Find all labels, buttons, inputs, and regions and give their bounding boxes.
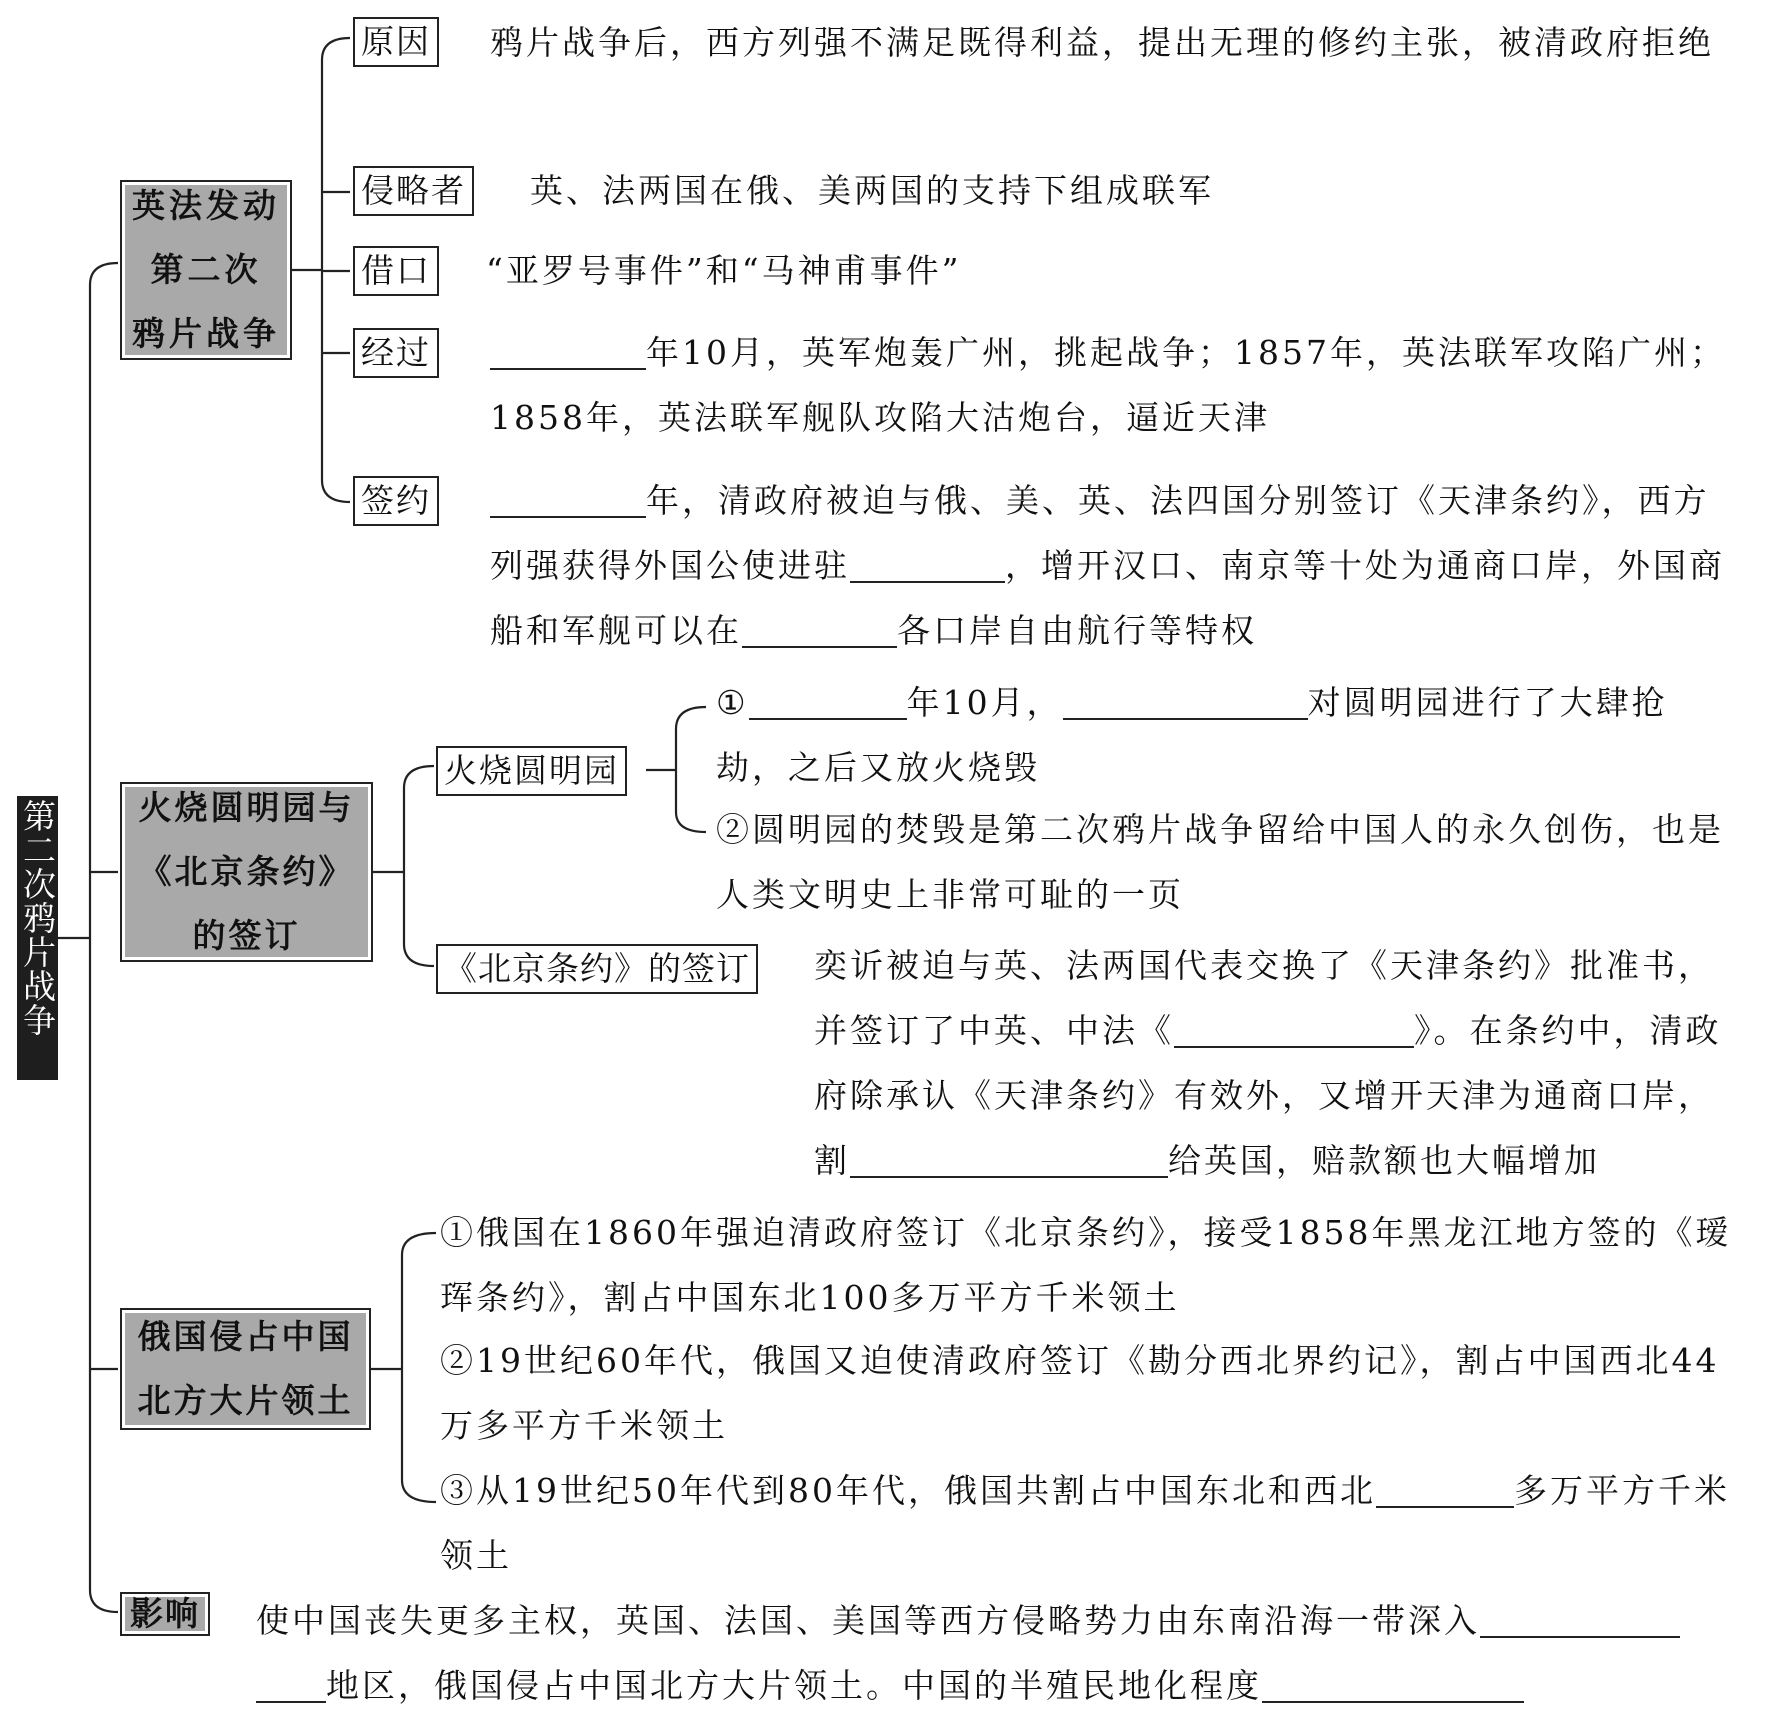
branch2-title-line1: 火烧圆明园与 [138,788,355,827]
tag-process: 经过 [353,328,439,378]
branch1-title-line1: 英法发动 [132,186,280,225]
branch3-title-line1: 俄国侵占中国 [137,1317,354,1356]
burning-item2-text: 圆明园的焚毁是第二次鸦片战争留给中国人的永久创伤，也是人类文明史上非常可耻的一页 [716,810,1724,914]
root-topic-label: 第二次鸦片战争 [18,799,57,1037]
russia-item3-part2: 多万平方千米领土 [440,1471,1730,1575]
burning-item1-part1: 年10月， [906,683,1063,722]
beijing-treaty-text [814,933,1744,1193]
russia-item2-text: 19世纪60年代，俄国又迫使清政府签订《勘分西北界约记》，割占中国西北44万多平方千米领土 [440,1341,1720,1445]
branch1-title-line3: 鸦片战争 [132,314,280,353]
impact-text [256,1588,1736,1653]
tag-pretext: 借口 [353,246,439,296]
burning-year-blank[interactable] [749,685,907,720]
tag-beijing-treaty-signing: 《北京条约》的签订 [436,944,758,994]
branch1-title-line2: 第二次 [150,250,262,289]
burning-army-blank[interactable] [1063,685,1308,720]
russia-item2 [440,1328,1750,1458]
tag-treaty: 签约 [353,476,439,526]
treaty-text-part3: 各口岸自由航行等特权 [897,611,1257,650]
branch2-title-line2: 《北京条约》 [138,852,355,891]
beijing-treaty-part2: 》。在条约中，清政府除承认《天津条约》有效外，又增开天津为通商口岸，割 [814,1011,1722,1180]
branch-box-anglo-french-war [120,180,292,360]
treaty-text [490,468,1740,663]
russia-item2-num: ② [440,1341,476,1380]
branch-box-russia-occupation [120,1308,371,1430]
beijing-treaty-name-blank[interactable] [1174,1013,1414,1048]
total-area-blank[interactable] [1376,1473,1514,1508]
process-year-blank[interactable] [490,335,646,370]
russia-item3-part1: 从19世纪50年代到80年代，俄国共割占中国东北和西北 [476,1471,1376,1510]
cause-text-content: 鸦片战争后，西方列强不满足既得利益，提出无理的修约主张，被清政府拒绝 [490,23,1714,62]
process-text-content: 年10月，英军炮轰广州，挑起战争；1857年，英法联军攻陷广州；1858年，英法联军舰队攻陷大沽炮台，逼近天津 [490,333,1726,437]
envoy-location-blank[interactable] [850,548,1005,583]
aggressor-text [530,158,1730,223]
ceded-territory-blank[interactable] [850,1143,1168,1178]
interior-region-blank-continued[interactable] [256,1668,326,1703]
russia-item3 [440,1458,1750,1588]
tag-burning-yuanmingyuan: 火烧圆明园 [436,746,627,796]
branch-box-impact [120,1592,210,1636]
russia-item1 [440,1200,1750,1330]
impact-part1: 使中国丧失更多主权，英国、法国、美国等西方侵略势力由东南沿海一带深入 [256,1601,1480,1640]
treaty-year-blank[interactable] [490,483,646,518]
burning-item1-num: ① [716,683,749,722]
burning-item2 [716,797,1726,927]
branch3-title-line2: 北方大片领土 [137,1381,354,1420]
treaty-text-part2: ，增开汉口、南京等十处为通商口岸，外国商船和军舰可以在 [490,546,1725,650]
cause-text [490,10,1740,75]
pretext-text-content: “亚罗号事件”和“马神甫事件” [486,251,962,290]
tag-aggressor: 侵略者 [353,166,474,216]
aggressor-text-content: 英、法两国在俄、美两国的支持下组成联军 [530,171,1214,210]
pretext-text [486,238,1686,303]
semicolonial-degree-blank[interactable] [1262,1668,1524,1703]
branch-box-yuanmingyuan-beijing [120,782,373,962]
impact-part2: 地区，俄国侵占中国北方大片领土。中国的半殖民地化程度 [326,1666,1262,1705]
treaty-text-part1: 年，清政府被迫与俄、美、英、法四国分别签订《天津条约》，西方列强获得外国公使进驻 [490,481,1710,585]
branch2-title-line3: 的签订 [192,916,301,955]
burning-item1-part2: 对圆明园进行了大肆抢劫，之后又放火烧毁 [716,683,1668,787]
impact-text-line2 [256,1653,1736,1718]
burning-item1 [716,670,1726,800]
beijing-treaty-part3: 给英国，赔款额也大幅增加 [1168,1141,1600,1180]
interior-region-blank[interactable] [1480,1603,1680,1638]
russia-item1-text: 俄国在1860年强迫清政府签订《北京条约》，接受1858年黑龙江地方签的《瑷珲条约》，割占中国东北100多万平方千米领土 [440,1213,1732,1317]
beijing-treaty-part1: 奕䜣被迫与英、法两国代表交换了《天津条约》批准书，并签订了中英、中法《 [814,946,1714,1050]
root-topic-box [17,796,58,1080]
tag-cause: 原因 [353,17,439,67]
burning-item2-num: ② [716,810,752,849]
impact-label: 影响 [130,1594,200,1633]
russia-item3-num: ③ [440,1471,476,1510]
russia-item1-num: ① [440,1213,476,1252]
navigation-river-blank[interactable] [742,613,897,648]
process-text [490,320,1740,450]
